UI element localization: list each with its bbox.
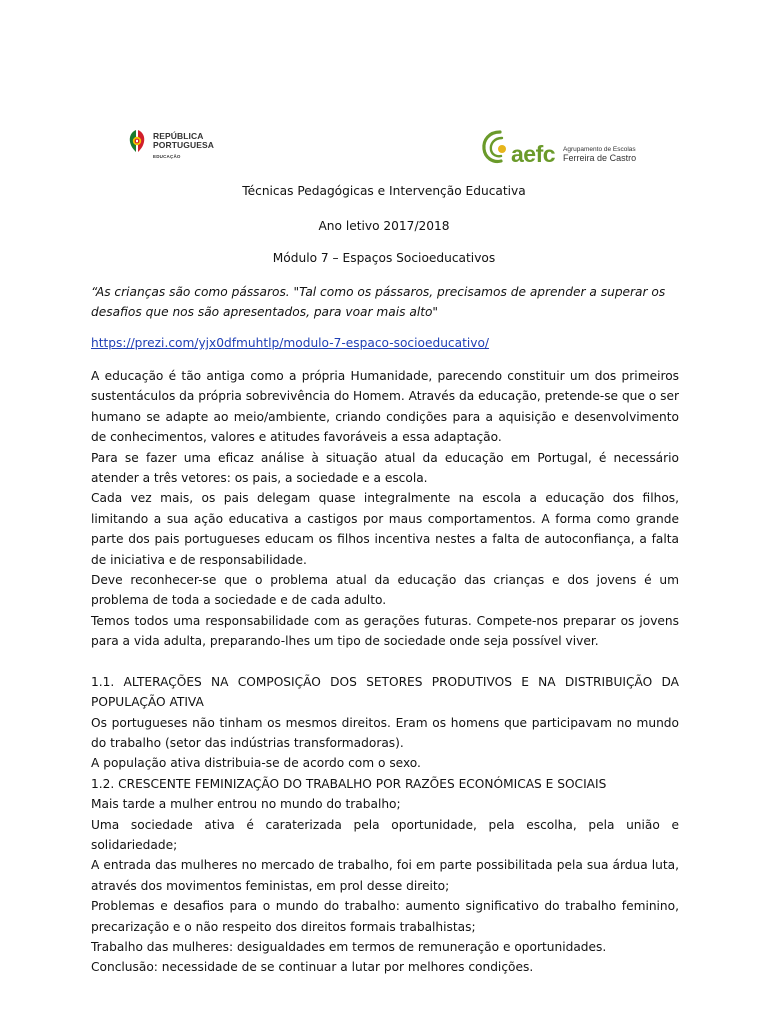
- section-line: Mais tarde a mulher entrou no mundo do trabalho;: [91, 797, 401, 812]
- section-heading-1-2: 1.2. CRESCENTE FEMINIZAÇÃO DO TRABALHO POR RAZÕES ECONÓMICAS E SOCIAIS: [91, 776, 607, 791]
- section-line: A entrada das mulheres no mercado de trabalho, foi em parte possibilitada pela sua árdua luta, através dos movimentos feministas, em prol desse direito;: [91, 858, 679, 893]
- paragraph: A educação é tão antiga como a própria Humanidade, parecendo constituir um dos primeiros sustentáculos da própria sobrevivência do Homem. Através da educação, pretende-se que o ser humano se adapte ao meio/ambiente, criando condições para a aquisição e desenvolvimento de conhecimentos, valores e atitudes favoráveis a essa adaptação.: [91, 369, 679, 445]
- quote-text: “As crianças são como pássaros. "Tal como os pássaros, precisamos de aprender a superar os desafios que nos são apresentados, para voar mais alto": [91, 285, 666, 319]
- paragraph: Cada vez mais, os pais delegam quase integralmente na escola a educação dos filhos, limitando a sua ação educativa a castigos por maus comportamentos. A forma como grande parte dos pais portugueses educam os filhos incentiva nestes a falta de autoconfiança, a falta de iniciativa e de responsabilidade.: [91, 491, 679, 567]
- logo-text-republica: REPÚBLICA: [153, 131, 204, 141]
- course-title: Técnicas Pedagógicas e Intervenção Educativa: [242, 184, 526, 198]
- section-heading-1-1: 1.1. ALTERAÇÕES NA COMPOSIÇÃO DOS SETORES PRODUTIVOS E NA DISTRIBUIÇÃO DA POPULAÇÃO ATIVA: [91, 674, 679, 710]
- section-line: Uma sociedade ativa é caraterizada pela oportunidade, pela escolha, pela união e solidariedade;: [91, 817, 679, 852]
- section-line: Os portugueses não tinham os mesmos direitos. Eram os homens que participavam no mundo do trabalho (setor das indústrias transformadoras).: [91, 715, 679, 750]
- aefc-wordmark: aefc: [511, 140, 556, 167]
- prezi-link[interactable]: https://prezi.com/yjx0dfmuhtlp/modulo-7-espaco-socioeducativo/: [91, 336, 490, 350]
- document-body: [91, 366, 679, 978]
- republica-portuguesa-emblem-icon: [127, 128, 147, 154]
- paragraph: Deve reconhecer-se que o problema atual da educação das crianças e dos jovens é um problema de toda a sociedade e de cada adulto.: [91, 573, 679, 608]
- aefc-text-agrupamento: Agrupamento de Escolas: [563, 145, 636, 153]
- section-line: Problemas e desafios para o mundo do trabalho: aumento significativo do trabalho feminino, precarização e o não respeito dos direitos formais trabalhistas;: [91, 899, 679, 934]
- school-year: Ano letivo 2017/2018: [318, 219, 450, 233]
- paragraph: Temos todos uma responsabilidade com as gerações futuras. Compete-nos preparar os jovens para a vida adulta, preparando-lhes um tipo de sociedade onde seja possível viver.: [91, 613, 679, 649]
- logo-text-educacao: EDUCAÇÃO: [153, 154, 181, 159]
- module-title: Módulo 7 – Espaços Socioeducativos: [272, 251, 496, 265]
- aefc-swirl-icon: [480, 128, 514, 168]
- logo-text-portuguesa: PORTUGUESA: [153, 139, 214, 150]
- republica-portuguesa-logo: [127, 128, 214, 168]
- aefc-logo: [480, 126, 636, 170]
- paragraph: Para se fazer uma eficaz análise à situação atual da educação em Portugal, é necessário atender a três vetores: os pais, a sociedade e a escola.: [91, 450, 679, 486]
- aefc-text-ferreira: Ferreira de Castro: [563, 152, 637, 163]
- section-line: Conclusão: necessidade de se continuar a lutar por melhores condições.: [91, 960, 534, 975]
- section-line: A população ativa distribuia-se de acordo com o sexo.: [91, 756, 421, 771]
- section-line: Trabalho das mulheres: desigualdades em termos de remuneração e oportunidades.: [91, 939, 607, 954]
